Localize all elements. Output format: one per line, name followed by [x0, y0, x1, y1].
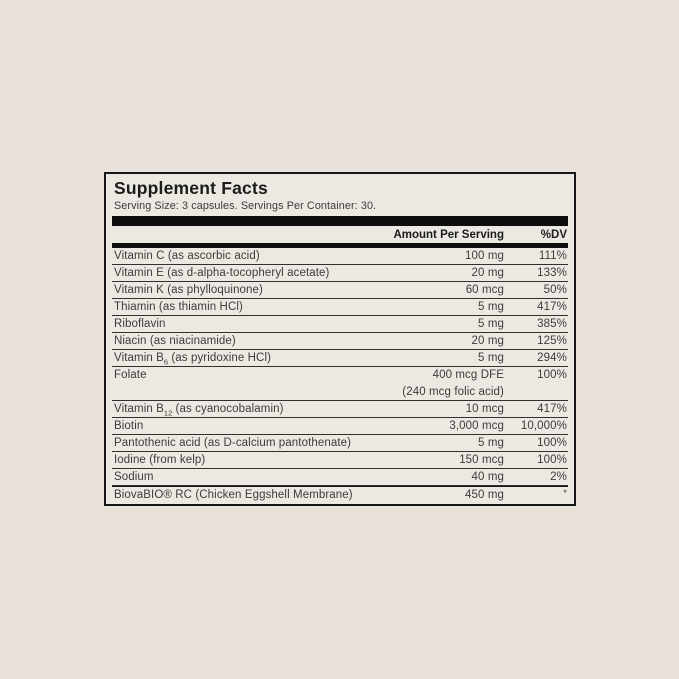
nutrient-row-iodine: [112, 452, 568, 469]
nutrient-row-riboflavin: [112, 316, 568, 333]
nutrient-amount: 5 mg: [478, 300, 504, 313]
nutrient-amount: 20 mg: [471, 266, 504, 279]
nutrient-dv: 2%: [550, 470, 567, 483]
column-header-dv: %DV: [540, 228, 567, 241]
nutrient-dv: 111%: [538, 249, 567, 262]
nutrient-name: BiovaBIO® RC (Chicken Eggshell Membrane): [114, 488, 353, 501]
nutrient-name: Iodine (from kelp): [114, 453, 206, 466]
nutrient-amount: 150 mcg: [459, 453, 504, 466]
nutrient-row-sodium: [112, 469, 568, 486]
table-header-row: [112, 226, 568, 243]
nutrient-dv: 100%: [537, 369, 567, 381]
nutrient-name-text: (as cyanocobalamin): [172, 402, 284, 415]
nutrient-row-vitamin-k: [112, 282, 568, 299]
nutrient-name: Niacin (as niacinamide): [114, 334, 236, 347]
nutrient-amount-line2: (240 mcg folic acid): [402, 386, 504, 398]
nutrient-name-subscript: 12: [163, 407, 173, 417]
nutrient-name: Thiamin (as thiamin HCl): [114, 300, 243, 313]
nutrient-dv: 417%: [537, 402, 567, 415]
nutrient-name: Vitamin E (as d-alpha-tocopheryl acetate): [114, 266, 330, 279]
panel-title: Supplement Facts: [114, 178, 268, 198]
nutrient-dv: 100%: [537, 436, 567, 449]
nutrient-row-pantothenic-acid: [112, 435, 568, 452]
nutrient-dv: 385%: [537, 317, 567, 330]
nutrient-name-text: Vitamin B: [114, 351, 164, 364]
nutrient-name: Sodium: [114, 470, 154, 483]
column-header-amount: Amount Per Serving: [393, 228, 504, 241]
nutrient-amount: 10 mcg: [465, 402, 504, 415]
daily-value-not-established-asterisk: *: [563, 487, 567, 498]
nutrient-amount: 100 mg: [465, 249, 504, 262]
nutrient-dv: 100%: [537, 453, 567, 466]
nutrient-amount-line1: 400 mcg DFE: [432, 369, 504, 381]
nutrient-dv: [504, 487, 568, 504]
nutrient-row-biotin: [112, 418, 568, 435]
nutrient-dv: 417%: [537, 300, 567, 313]
serving-info: Serving Size: 3 capsules. Servings Per Container: 30.: [114, 200, 377, 212]
nutrient-row-folate: [112, 367, 568, 401]
nutrient-row-vitamin-e: [112, 265, 568, 282]
nutrient-row-vitamin-b12: [112, 401, 568, 418]
nutrient-name: [112, 401, 466, 418]
nutrient-amount: [402, 367, 504, 401]
nutrient-dv: 50%: [543, 283, 567, 296]
nutrient-name: Vitamin C (as ascorbic acid): [114, 249, 260, 262]
nutrient-name-text: (as pyridoxine HCl): [168, 351, 272, 364]
nutrient-dv: 294%: [537, 351, 567, 364]
nutrient-row-niacin: [112, 333, 568, 350]
nutrient-name: Vitamin K (as phylloquinone): [114, 283, 263, 296]
supplement-facts-panel: [104, 172, 576, 506]
nutrient-name: Riboflavin: [114, 317, 166, 330]
nutrient-amount: 5 mg: [478, 436, 504, 449]
nutrient-row-biovabio: [112, 486, 568, 503]
nutrient-row-vitamin-b6: [112, 350, 568, 367]
divider-thick-top: [112, 216, 568, 226]
nutrient-amount: 3,000 mcg: [449, 419, 504, 432]
nutrient-amount: 5 mg: [478, 317, 504, 330]
nutrient-row-thiamin: [112, 299, 568, 316]
nutrient-dv: 125%: [537, 334, 567, 347]
nutrient-amount: 20 mg: [471, 334, 504, 347]
nutrient-row-vitamin-c: [112, 248, 568, 265]
nutrient-name: [112, 350, 478, 367]
nutrient-amount: 5 mg: [478, 351, 504, 364]
nutrient-amount: 60 mcg: [465, 283, 504, 296]
nutrient-amount: 450 mg: [465, 488, 504, 501]
nutrient-amount: 40 mg: [471, 470, 504, 483]
nutrient-name-subscript: 6: [163, 356, 169, 366]
nutrient-name-text: Vitamin B: [114, 402, 164, 415]
nutrient-name: Folate: [114, 369, 147, 381]
nutrient-dv: 133%: [537, 266, 567, 279]
nutrient-dv: 10,000%: [520, 419, 567, 432]
nutrient-name: Biotin: [114, 419, 144, 432]
nutrient-name: Pantothenic acid (as D-calcium pantothenate): [114, 436, 352, 449]
